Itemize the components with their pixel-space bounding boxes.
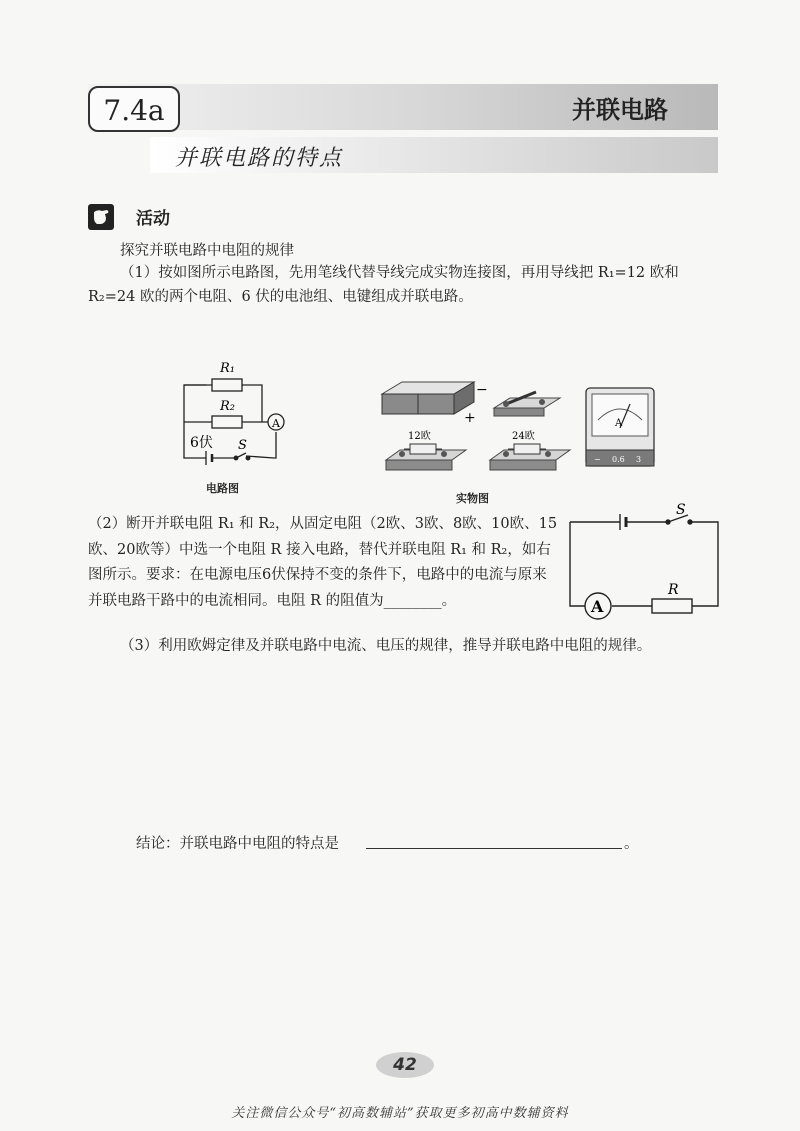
section-number: 7.4a bbox=[88, 86, 180, 132]
r2-label: R₂ bbox=[220, 399, 235, 414]
circuit-diagram bbox=[176, 350, 296, 480]
ammeter-label-2: A bbox=[591, 597, 604, 616]
hand-icon bbox=[88, 204, 114, 230]
step3-text: （3）利用欧姆定律及并联电路中电流、电压的规律，推导并联电路中电阻的规律。 bbox=[120, 638, 652, 654]
meter-terminal-06: 0.6 bbox=[612, 455, 625, 464]
r1-label: R₁ bbox=[220, 361, 235, 376]
resistor-12-illustration bbox=[384, 426, 468, 474]
step2-text: （2）断开并联电阻 R₁ 和 R₂，从固定电阻（2欧、3欧、8欧、10欧、15欧、20欧等）中选一个电阻 R 接入电路，替代并联电阻 R₁ 和 R₂，如右图所示。要求：在电源电压6伏保持不变的条件下，电路中的电流与原来并联电路干路中的电流相同。电阻 R 的阻值为________。 bbox=[88, 516, 558, 609]
activity-topic: 探究并联电路中电阻的规律 bbox=[120, 243, 294, 259]
battery-minus: − bbox=[476, 382, 488, 398]
switch-label-2: S bbox=[676, 502, 686, 518]
step1-line1: （1）按如图所示电路图，先用笔线代替导线完成实物连接图，再用导线把 R₁=12 欧和 bbox=[120, 265, 679, 281]
step1-line2: R₂=24 欧的两个电阻、6 伏的电池组、电键组成并联电路。 bbox=[88, 289, 473, 305]
conclusion-answer-line bbox=[366, 848, 622, 849]
res24-label: 24欧 bbox=[512, 431, 535, 442]
switch-label: S bbox=[238, 438, 247, 453]
resistor-label: R bbox=[668, 582, 679, 598]
meter-terminal-neg: − bbox=[594, 455, 601, 464]
meter-a-label: A bbox=[615, 418, 623, 429]
circuit-caption: 电路图 bbox=[206, 482, 239, 495]
conclusion-end: 。 bbox=[624, 836, 639, 852]
battery-pack-illustration bbox=[378, 376, 498, 426]
activity-title: 活动 bbox=[136, 209, 170, 229]
chapter-title: 并联电路 bbox=[572, 96, 668, 124]
section-subtitle: 并联电路的特点 bbox=[175, 146, 344, 171]
conclusion-label: 结论：并联电路中电阻的特点是 bbox=[136, 836, 339, 852]
real-caption: 实物图 bbox=[456, 492, 489, 505]
resistor-24-illustration bbox=[488, 426, 572, 474]
ammeter-illustration bbox=[582, 384, 658, 474]
page-number: 42 bbox=[376, 1052, 434, 1078]
voltage-label: 6伏 bbox=[190, 435, 213, 451]
res12-label: 12欧 bbox=[408, 431, 431, 442]
battery-plus: + bbox=[464, 410, 476, 426]
meter-terminal-3: 3 bbox=[636, 455, 642, 464]
switch-illustration bbox=[492, 382, 562, 422]
ammeter-label: A bbox=[272, 417, 280, 430]
footer-note: 关注微信公众号“初高数辅站”获取更多初高中数辅资料 bbox=[231, 1106, 569, 1121]
replacement-circuit-diagram bbox=[562, 500, 728, 624]
